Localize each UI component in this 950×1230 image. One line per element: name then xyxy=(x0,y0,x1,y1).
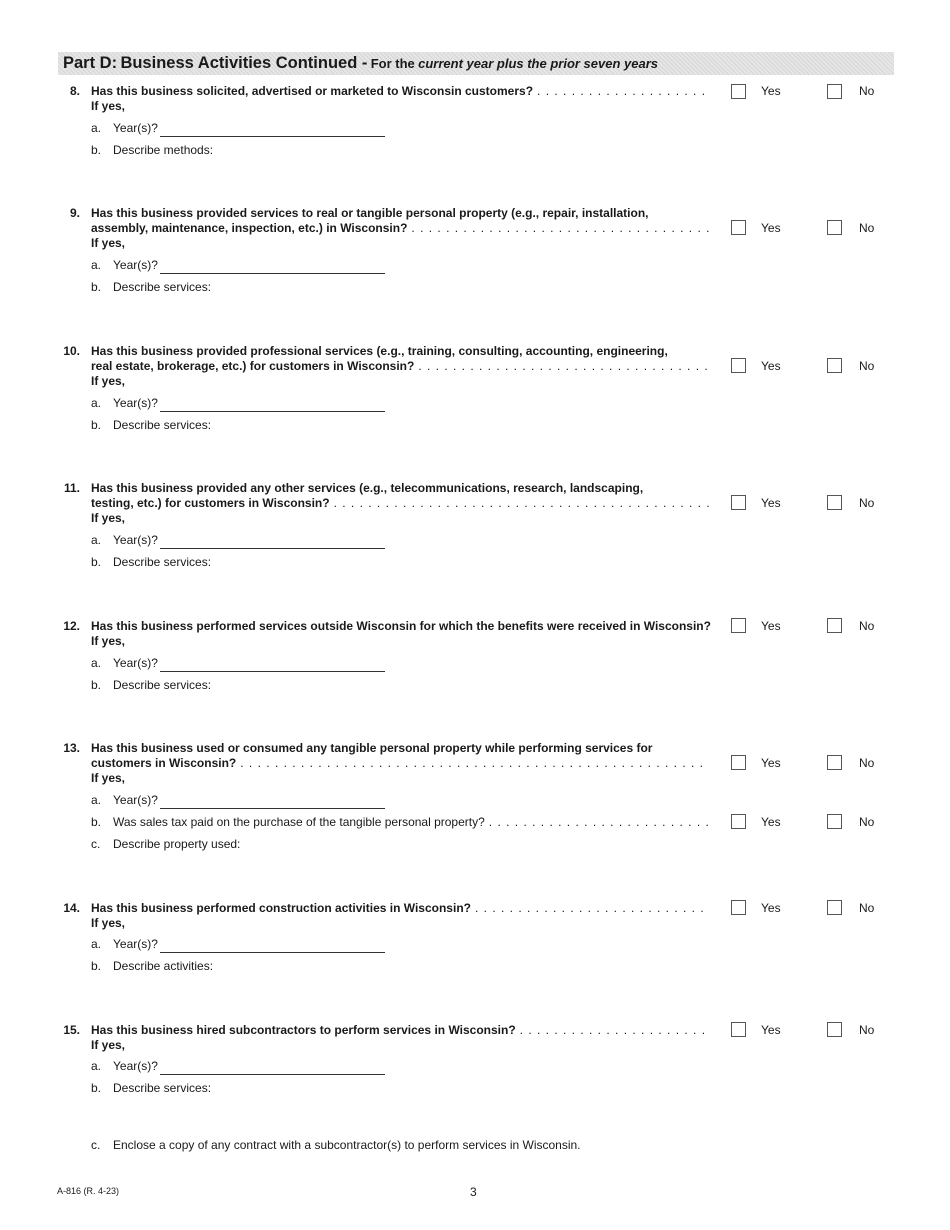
yes-label: Yes xyxy=(761,359,781,373)
year-input-line[interactable] xyxy=(160,411,385,412)
describe-prompt: b. Describe services: xyxy=(91,555,212,569)
question-number: 11. xyxy=(63,481,80,495)
describe-prompt: b. Describe services: xyxy=(91,418,212,432)
enclose-contract-note: c. Enclose a copy of any contract with a subcontractor(s) to perform services in Wisconsin. xyxy=(91,1138,581,1152)
question-number: 8. xyxy=(69,84,80,98)
question-text: Has this business provided any other services (e.g., telecommunications, research, landscaping, testing, etc.) for customers in Wisconsin? . . . xyxy=(91,481,709,511)
question-text: Has this business provided services to real or tangible personal property (e.g., repair, installation, assembly, maintenance, inspection, etc.) in Wisconsin? . . . xyxy=(91,206,709,236)
no-label: No xyxy=(859,1023,875,1037)
part-title: Business Activities Continued - xyxy=(120,54,368,72)
year-input-line[interactable] xyxy=(160,671,385,672)
yes-label: Yes xyxy=(761,84,781,98)
yes-checkbox[interactable] xyxy=(731,900,746,915)
part-for-the: For the xyxy=(370,56,415,71)
question-number: 12. xyxy=(63,619,80,633)
sales-tax-yes-checkbox[interactable] xyxy=(731,814,746,829)
page-number: 3 xyxy=(470,1185,477,1199)
if-yes-label: If yes, xyxy=(91,634,126,648)
describe-prompt: b. Describe services: xyxy=(91,678,212,692)
year-prompt: a. Year(s)? xyxy=(91,937,158,951)
no-label: No xyxy=(859,901,875,915)
year-prompt: a. Year(s)? xyxy=(91,121,158,135)
question-text: Has this business solicited, advertised or marketed to Wisconsin customers? . . . xyxy=(91,84,709,99)
question-text: Has this business hired subcontractors to perform services in Wisconsin? . . . xyxy=(91,1023,709,1038)
if-yes-label: If yes, xyxy=(91,99,126,113)
sales-tax-question: b. Was sales tax paid on the purchase of the tangible personal property? . . . xyxy=(91,815,709,830)
year-prompt: a. Year(s)? xyxy=(91,396,158,410)
yes-label: Yes xyxy=(761,756,781,770)
describe-prompt: b. Describe services: xyxy=(91,280,212,294)
no-checkbox[interactable] xyxy=(827,618,842,633)
no-checkbox[interactable] xyxy=(827,755,842,770)
question-number: 10. xyxy=(63,344,80,358)
no-label: No xyxy=(859,496,875,510)
yes-checkbox[interactable] xyxy=(731,1022,746,1037)
year-input-line[interactable] xyxy=(160,1074,385,1075)
question-text: Has this business used or consumed any tangible personal property while performing services for customers in Wisconsin? . . . xyxy=(91,741,709,771)
describe-prompt: b. Describe activities: xyxy=(91,959,214,973)
no-checkbox[interactable] xyxy=(827,495,842,510)
year-prompt: a. Year(s)? xyxy=(91,656,158,670)
yes-label: Yes xyxy=(761,619,781,633)
part-d-header xyxy=(58,52,894,75)
question-number: 13. xyxy=(63,741,80,755)
if-yes-label: If yes, xyxy=(91,374,126,388)
if-yes-label: If yes, xyxy=(91,511,126,525)
year-prompt: a. Year(s)? xyxy=(91,1059,158,1073)
yes-checkbox[interactable] xyxy=(731,220,746,235)
no-label: No xyxy=(859,221,875,235)
describe-prompt: b. Describe services: xyxy=(91,1081,212,1095)
describe-prompt: c. Describe property used: xyxy=(91,837,241,851)
yes-label: Yes xyxy=(761,815,781,829)
question-text: Has this business performed services outside Wisconsin for which the benefits were received in Wisconsin? xyxy=(91,619,711,633)
no-label: No xyxy=(859,359,875,373)
year-prompt: a. Year(s)? xyxy=(91,793,158,807)
no-checkbox[interactable] xyxy=(827,1022,842,1037)
if-yes-label: If yes, xyxy=(91,771,126,785)
yes-checkbox[interactable] xyxy=(731,495,746,510)
yes-checkbox[interactable] xyxy=(731,84,746,99)
no-checkbox[interactable] xyxy=(827,358,842,373)
if-yes-label: If yes, xyxy=(91,236,126,250)
no-label: No xyxy=(859,619,875,633)
yes-label: Yes xyxy=(761,496,781,510)
year-input-line[interactable] xyxy=(160,548,385,549)
part-scope: current year plus the prior seven years xyxy=(418,56,659,71)
question-text: Has this business performed construction activities in Wisconsin? . . . xyxy=(91,901,709,916)
year-prompt: a. Year(s)? xyxy=(91,258,158,272)
describe-prompt: b. Describe methods: xyxy=(91,143,214,157)
year-input-line[interactable] xyxy=(160,808,385,809)
question-text: Has this business provided professional services (e.g., training, consulting, accounting, engineering, real estate, brokerage, etc.) for customers in Wisconsin? . . . xyxy=(91,344,709,374)
if-yes-label: If yes, xyxy=(91,1038,126,1052)
yes-label: Yes xyxy=(761,221,781,235)
yes-label: Yes xyxy=(761,901,781,915)
yes-label: Yes xyxy=(761,1023,781,1037)
question-number: 9. xyxy=(69,206,80,220)
no-label: No xyxy=(859,756,875,770)
if-yes-label: If yes, xyxy=(91,916,126,930)
no-checkbox[interactable] xyxy=(827,220,842,235)
year-input-line[interactable] xyxy=(160,273,385,274)
question-number: 15. xyxy=(63,1023,80,1037)
no-checkbox[interactable] xyxy=(827,84,842,99)
form-id: A-816 (R. 4-23) xyxy=(57,1186,120,1196)
yes-checkbox[interactable] xyxy=(731,618,746,633)
year-prompt: a. Year(s)? xyxy=(91,533,158,547)
question-number: 14. xyxy=(63,901,80,915)
yes-checkbox[interactable] xyxy=(731,358,746,373)
year-input-line[interactable] xyxy=(160,136,385,137)
no-checkbox[interactable] xyxy=(827,900,842,915)
year-input-line[interactable] xyxy=(160,952,385,953)
part-label: Part D: xyxy=(63,54,118,72)
no-label: No xyxy=(859,84,875,98)
sales-tax-no-checkbox[interactable] xyxy=(827,814,842,829)
no-label: No xyxy=(859,815,875,829)
yes-checkbox[interactable] xyxy=(731,755,746,770)
